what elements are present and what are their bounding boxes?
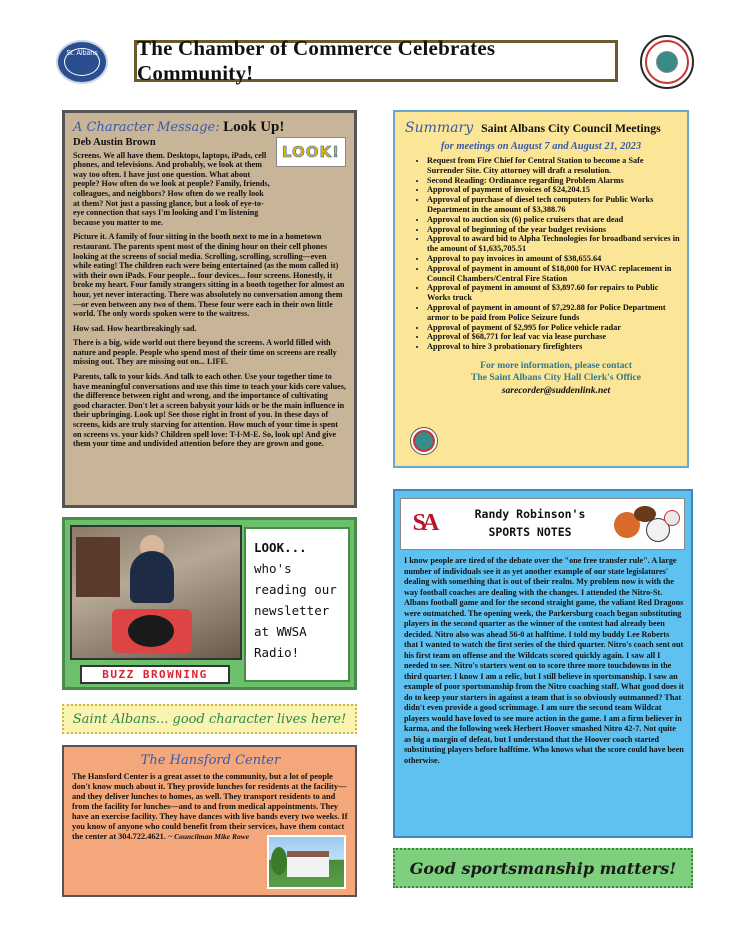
city-seal-core	[656, 51, 678, 73]
character-paragraph: Parents, talk to your kids. And talk to each other. Use your together time to have meaningful conversations and use this time to teach your kids core values, the difference between right and wrong, and the importance of cultivating good character. Don't let a screen babysit your kids or be the main influence in their upbringing. Look up! See those right in front of you. In these days of screens, kids are truly starving for attention. How much of your time is spent on screens vs. your kids? Children spell love: T-I-M-E. So, look up! And give them your time and undivided attention before they are grown and gone.	[73, 372, 346, 449]
radio-line: Radio!	[254, 645, 300, 660]
radio-line: who's	[254, 561, 292, 576]
baseball-icon	[664, 510, 680, 526]
city-hall-seal-icon	[410, 427, 438, 455]
summary-item: • Approval to auction six (6) police cruisers that are dead	[427, 215, 681, 225]
city-seal-icon	[640, 35, 694, 89]
sportsmanship-banner	[393, 848, 693, 888]
character-paragraph: How sad. How heartbreakingly sad.	[73, 323, 197, 333]
buzz-browning-label	[80, 665, 230, 684]
sports-column-name: SPORTS NOTES	[488, 525, 572, 539]
summary-item: • Approval of payment in amount of $18,000 for HVAC replacement in Council Chambers/Central Fire Station	[427, 264, 681, 284]
summary-heading	[401, 120, 681, 136]
summary-item: • Second Reading: Ordinance regarding Problem Alarms	[427, 176, 681, 186]
newsletter-title: The Chamber of Commerce Celebrates Community!	[137, 36, 496, 85]
sa-logo-icon	[405, 503, 443, 543]
council-summary-box	[393, 110, 689, 468]
summary-contact	[401, 360, 681, 398]
summary-list	[401, 156, 681, 352]
summary-email: sarecorder@suddenlink.net	[501, 384, 611, 396]
buzz-browning-name: BUZZ BROWNING	[102, 668, 208, 681]
summary-contact-line: For more information, please contact	[480, 359, 632, 371]
character-paragraph: There is a big, wide world out there beyond the screens. A world filled with nature and people. People who spend most of their time on screens are really missing out. They are missing out on... LIFE.	[73, 338, 337, 367]
character-headline: Look Up!	[223, 119, 285, 135]
summary-subtitle: for meetings on August 7 and August 21, 2023	[440, 141, 642, 152]
city-hall-seal-core	[413, 430, 435, 452]
sports-author: Randy Robinson's	[474, 507, 586, 521]
buzz-browning-photo	[70, 525, 242, 660]
radio-line: newsletter	[254, 603, 330, 618]
sports-balls-icon	[612, 502, 682, 546]
city-seal-ring	[645, 40, 689, 84]
sa-logo-text: SA	[412, 509, 436, 536]
summary-item: • Approval of purchase of diesel tech computers for Public Works Department in the amount of $3,388.76	[427, 195, 681, 215]
summary-script-title: Summary	[405, 120, 474, 136]
hansford-title: The Hansford Center	[140, 753, 281, 768]
radio-line: LOOK...	[254, 540, 307, 555]
character-byline: Deb Austin Brown	[73, 137, 156, 148]
sports-notes-body: I know people are tired of the debate over the "one free transfer rule". A large number of individuals see it as yet another example of our state legislatures' dealing with something that is out of their realm. My problem now is with the way football coaches are dealing with the changes. I attended the Nitro-St. Albans football game and for the second straight game, the valiant Red Dragons were outmatched. The opening week, the Parkersburg coach began substituting players in the second quarter as the winner of the contest had already been decided. Nitro also was ahead 56-0 at halftime. I told my buddy Lee Roberts that I wanted to watch the first series of the third quarter. Nitro's coach sent out his first team on offense and the Wildcats scored quickly again. I saw all I needed to see. Nitro's starters went on to score three more touchdowns in the third quarter. I know I am a relic, but I still believe in sportsmanship. I saw an example of poor sportsmanship from the Nitro coaching staff. What good does it do to keep your starters in against a team that is so obviously outmanned? That didn't even provide a good scrimmage. I am sure the second team Wildcat players would have loved to see more action in the game. I am a firm believer in karma, and the following week Herbert Hoover smashed Nitro 42-7. Not quite as big a margin of defeat, but I understand that the Hoover coach started substituting players before halftime. Who knows what the score could have been otherwise.	[404, 556, 684, 765]
character-paragraph: Screens. We all have them. Desktops, laptops, iPads, cell phones, and televisions. And probably, we look at them way too often. I have just one question. What about people? How often do we look at people? Family, friends, colleagues, and neighbors? How often do we really look at them? Not just a passing glance, but a look of eye-to-eye connection that says I'm looking and I'm listening because you matter to me.	[73, 150, 270, 227]
summary-item: • Approval to hire 3 probationary firefighters	[427, 342, 681, 352]
look-badge-text: LOOK!	[282, 143, 340, 161]
radio-line: reading our	[254, 582, 337, 597]
newsletter-title-box	[134, 36, 618, 85]
hansford-center-photo	[267, 835, 346, 889]
radio-promo-text	[244, 527, 350, 682]
st-albans-logo	[56, 40, 108, 84]
radio-line: at WWSA	[254, 624, 307, 639]
summary-item: • Approval of beginning of the year budget revisions	[427, 225, 681, 235]
hansford-signature: ~ Councilman Mike Rowe	[167, 832, 250, 841]
character-script-title: A Character Message:	[73, 120, 220, 135]
summary-contact-office: The Saint Albans City Hall Clerk's Office	[470, 372, 642, 384]
sportsmanship-slogan: Good sportsmanship matters!	[409, 858, 677, 878]
summary-item: • Approval to award bid to Alpha Technologies for broadband services in the amount of $1,635,705.51	[427, 234, 681, 254]
character-slogan-banner	[62, 704, 357, 734]
sports-notes-title	[460, 505, 600, 543]
character-body	[73, 151, 346, 449]
person-body	[130, 551, 174, 603]
st-albans-logo-text: St. Albans	[64, 48, 100, 76]
summary-item: • Approval of payment of invoices of $24,204.15	[427, 185, 681, 195]
summary-item: • Approval of payment of $2,995 for Police vehicle radar	[427, 323, 681, 333]
character-paragraph: Picture it. A family of four sitting in the booth next to me in a hometown restaurant. The parents spent most of the dining hour on their cell phones looking at the screens of social media. Scrolling, scrolling, scrolling—even while eating! The children each were being entertained (as the mom called it) with their own iPads. Four people... four devices... four screens. Honestly, it broke my heart. Four family strangers sitting in a booth together for almost an hour, yet never interacting. There was absolutely no conversation among them—or even between any two of them. These four were each in their own little world. The only words spoken were to the waitress.	[73, 232, 345, 319]
character-slogan: Saint Albans... good character lives here!	[72, 711, 347, 727]
look-badge-image	[276, 137, 346, 167]
character-message-article	[62, 110, 357, 508]
character-heading	[73, 119, 346, 136]
vinyl-record	[128, 615, 174, 647]
summary-item: • Approval of $68,771 for leaf vac via lease purchase	[427, 332, 681, 342]
summary-title: Saint Albans City Council Meetings	[481, 121, 661, 135]
summary-item: • Approval of payment in amount of $7,292.88 for Police Department armor to be paid from Police Seizure funds	[427, 303, 681, 323]
summary-item: • Approval to pay invoices in amount of $38,655.64	[427, 254, 681, 264]
building	[287, 851, 329, 877]
hansford-body: The Hansford Center is a great asset to the community, but a lot of people don't know much about it. They provide lunches for residents at the facility—and they deliver lunches to homes, as well. They transport residents to and from the facility for lunches—and to and from medical appointments. They have an exercise facility. They have dances with live bands every two weeks. If you know of anyone who could benefit from their services, have them contact the center at 304.722.4621.	[72, 772, 348, 841]
summary-item: • Request from Fire Chief for Central Station to become a Safe Surrender Site. City attorney will draft a resolution.	[427, 156, 681, 176]
record-shelf	[76, 537, 120, 597]
hansford-paragraph	[72, 772, 349, 842]
summary-item: • Approval of payment in amount of $3,897.60 for repairs to Public Works truck	[427, 283, 681, 303]
tree	[271, 847, 287, 875]
